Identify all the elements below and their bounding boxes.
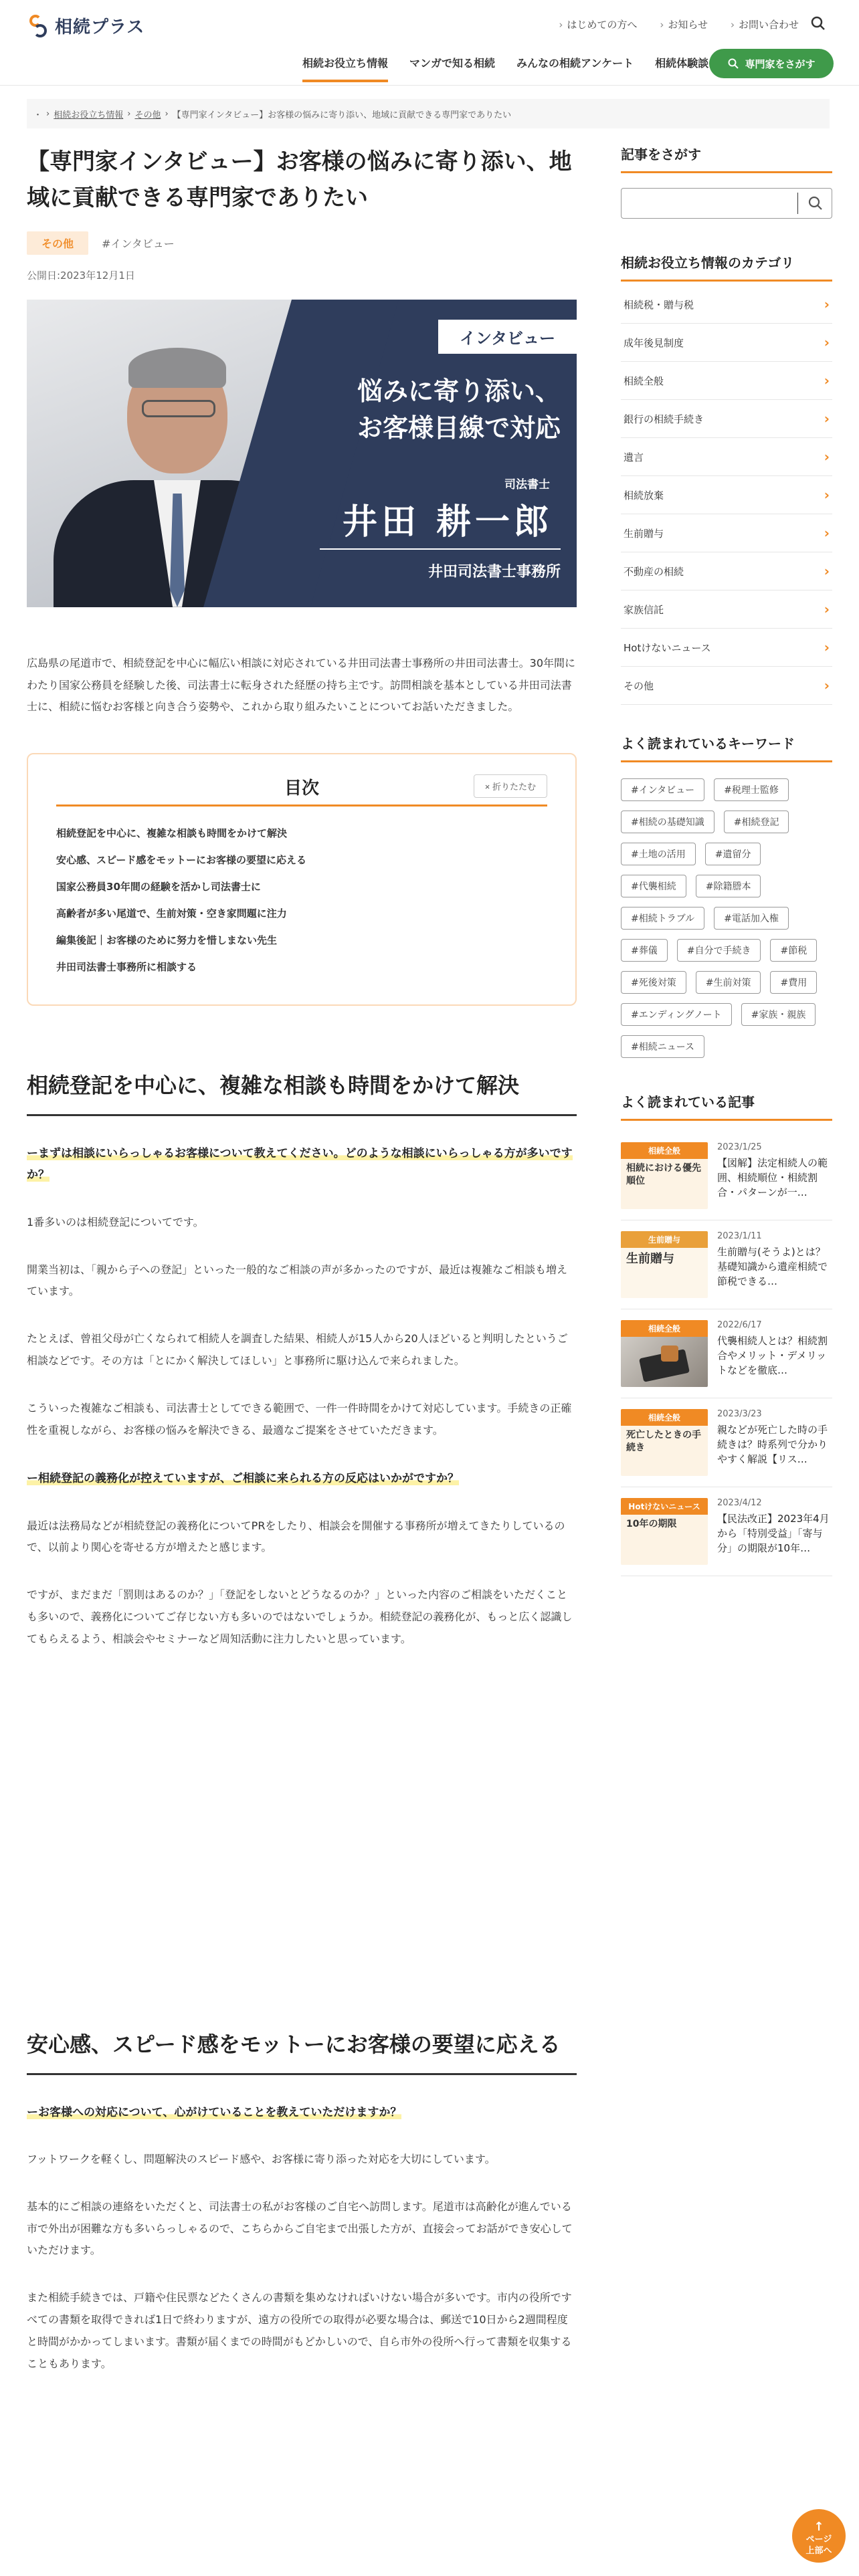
- sidebar-search-input[interactable]: [627, 190, 797, 217]
- breadcrumb-current: 【専門家インタビュー】お客様の悩みに寄り添い、地域に貢献できる専門家でありたい: [172, 110, 512, 120]
- category-item[interactable]: その他 ›: [621, 667, 832, 705]
- toc-item[interactable]: 高齢者が多い尾道で、生前対策・空き家問題に注力: [56, 907, 287, 920]
- breadcrumb-useful-info[interactable]: 相続お役立ち情報: [54, 110, 124, 120]
- category-item[interactable]: 成年後見制度 ›: [621, 324, 832, 362]
- chevron-right-icon: ›: [165, 108, 169, 119]
- keyword-tag[interactable]: #エンディングノート: [621, 1003, 732, 1026]
- article-date: 2022/6/17: [717, 1320, 762, 1330]
- category-item[interactable]: 生前贈与 ›: [621, 514, 832, 552]
- keyword-tag[interactable]: #費用: [770, 971, 817, 994]
- paragraph: また相続手続きでは、戸籍や住民票などたくさんの書類を集めなければいけない場合が多いです。市内の役所ですべての書類を取得できれば1日で終わりますが、遠方の役所での取得が必要な場合は、郵送で10日から2週間程度と時間がかかってしまいます。書類が届くまでの時間がもどかしいので、自ら市外の役所へ行って書類を収集することもあります。: [27, 2291, 572, 2370]
- sidebar-search-heading: 記事をさがす: [621, 144, 832, 173]
- breadcrumb-home[interactable]: ・: [33, 110, 43, 120]
- page-top-button[interactable]: ↑ ページ 上部へ: [792, 2509, 846, 2563]
- utility-nav: [559, 17, 799, 31]
- paragraph: ですが、まだまだ「罰則はあるのか？」「登記をしないとどうなるのか？」といった内容のご相談をいただくことも多いので、義務化についてご存じない方も多いのではないでしょうか。相続登記の義務化が、もっと広く認識してもらえるよう、相談会やセミナーなど周知活動に注力したいと思っています。: [27, 1588, 573, 1645]
- chevron-right-icon: ›: [660, 19, 664, 31]
- util-link-beginners[interactable]: › はじめての方へ: [559, 19, 638, 31]
- sidebar-keyword-heading: よく読まれているキーワード: [621, 733, 832, 762]
- article-thumbnail: 生前贈与 生前贈与: [621, 1231, 708, 1298]
- keyword-tag[interactable]: #葬儀: [621, 939, 668, 962]
- article-title: 【民法改正】2023年4月から「特別受益」「寄与分」の期限が10年…: [717, 1513, 830, 1554]
- breadcrumb: [27, 99, 830, 128]
- keyword-tag[interactable]: #相続ニュース: [621, 1035, 704, 1058]
- keyword-tag[interactable]: #自分で手続き: [677, 939, 761, 962]
- category-badge[interactable]: その他: [27, 231, 88, 255]
- paragraph: 開業当初は、「親から子への登記」といった一般的なご相談の声が多かったのですが、最近は複雑なご相談も増えています。: [27, 1263, 568, 1298]
- keyword-tag[interactable]: #電話加入権: [714, 907, 789, 930]
- nav-manga[interactable]: マンガで知る相続: [409, 57, 496, 70]
- popular-article[interactable]: [621, 1487, 832, 1576]
- article-date: 2023/4/12: [717, 1498, 762, 1508]
- site-header: [0, 0, 859, 86]
- keyword-tag[interactable]: #節税: [770, 939, 817, 962]
- keyword-tag[interactable]: #遺留分: [705, 843, 761, 865]
- chevron-right-icon: ›: [824, 563, 830, 579]
- nav-survey[interactable]: みんなの相続アンケート: [516, 57, 634, 70]
- category-item[interactable]: 銀行の相続手続き ›: [621, 400, 832, 438]
- category-item[interactable]: Hotけないニュース ›: [621, 629, 832, 667]
- section-heading: 安心感、スピード感をモットーにお客様の要望に応える: [27, 2028, 577, 2075]
- article-title: 親などが死亡した時の手続きは？時系列で分かりやすく解説【リス…: [717, 1424, 828, 1465]
- article-thumbnail: 相続全般 死亡したときの手続き: [621, 1409, 708, 1476]
- hero-label: インタビュー: [438, 320, 577, 354]
- content-spacer: [27, 1650, 577, 1965]
- article-thumbnail: Hotけないニュース 10年の期限: [621, 1498, 708, 1565]
- chevron-right-icon: ›: [824, 334, 830, 350]
- article-title: 【図解】法定相続人の範囲、相続順位・相続割合・パターンが一…: [717, 1157, 828, 1198]
- search-icon[interactable]: [805, 193, 826, 214]
- category-item[interactable]: 相続全般 ›: [621, 362, 832, 400]
- sidebar-category-heading: 相続お役立ち情報のカテゴリ: [621, 252, 832, 282]
- category-item[interactable]: 遺言 ›: [621, 438, 832, 476]
- article-meta: [27, 231, 577, 255]
- keyword-tag[interactable]: #相続トラブル: [621, 907, 704, 930]
- main-nav: [292, 47, 719, 82]
- category-item[interactable]: 不動産の相続 ›: [621, 552, 832, 591]
- chevron-right-icon: ›: [730, 19, 735, 31]
- keyword-tag[interactable]: #除籍謄本: [696, 875, 761, 897]
- chevron-right-icon: ›: [824, 677, 830, 693]
- toc-title: 目次: [284, 778, 319, 799]
- keyword-tag[interactable]: #税理士監修: [714, 778, 789, 801]
- toc-item[interactable]: 国家公務員30年間の経験を活かし司法書士に: [56, 881, 261, 893]
- popular-article-list: [621, 1132, 832, 1576]
- chevron-right-icon: ›: [824, 296, 830, 312]
- table-of-contents: [27, 753, 577, 1006]
- keyword-tag[interactable]: #相続の基礎知識: [621, 811, 714, 833]
- toc-item[interactable]: 編集後記｜お客様のために努力を惜しまない先生: [56, 934, 278, 947]
- popular-article[interactable]: [621, 1309, 832, 1398]
- nav-experiences[interactable]: 相続体験談: [655, 57, 709, 70]
- header-search-icon[interactable]: [809, 15, 827, 32]
- keyword-tag[interactable]: #家族・親族: [741, 1003, 816, 1026]
- site-logo[interactable]: [27, 13, 145, 38]
- publish-date: 公開日:2023年12月1日: [27, 269, 135, 282]
- find-expert-button[interactable]: 専門家をさがす: [709, 49, 834, 78]
- page-title: 【専門家インタビュー】お客様の悩みに寄り添い、地域に貢献できる専門家でありたい: [27, 148, 572, 212]
- paragraph: 基本的にご相談の連絡をいただくと、司法書士の私がお客様のご自宅へ訪問します。尾道市は高齢化が進んでいる市で外出が困難な方も多いらっしゃるので、こちらからご自宅まで出張した方が、直接会ってお話ができ安心していただけます。: [27, 2199, 573, 2257]
- popular-article[interactable]: [621, 1398, 832, 1487]
- keyword-tag[interactable]: #相続登記: [724, 811, 789, 833]
- sidebar-popular-heading: よく読まれている記事: [621, 1091, 832, 1121]
- keyword-tag[interactable]: #死後対策: [621, 971, 686, 994]
- keyword-list: [621, 778, 832, 1058]
- keyword-tag[interactable]: #土地の活用: [621, 843, 696, 865]
- chevron-right-icon: ›: [824, 372, 830, 389]
- logo-text: 相続プラス: [55, 17, 145, 37]
- article-thumbnail: 相続全般: [621, 1320, 708, 1387]
- chevron-right-icon: ›: [824, 487, 830, 503]
- chevron-right-icon: ›: [824, 411, 830, 427]
- interview-question: ーお客様への対応について、心がけていることを教えていただけますか？: [27, 2105, 402, 2119]
- paragraph: こういった複雑なご相談も、司法書士としてできる範囲で、一件一件時間をかけて対応しています。手続きの正確性を重視しながら、お客様の悩みを解決できる、最適なご提案をさせていただきます。: [27, 1401, 572, 1436]
- keyword-tag[interactable]: #インタビュー: [621, 778, 704, 801]
- sidebar-search-box[interactable]: [621, 188, 832, 219]
- keyword-tag[interactable]: #生前対策: [696, 971, 761, 994]
- category-item[interactable]: 相続税・贈与税 ›: [621, 286, 832, 324]
- paragraph: 最近は法務局などが相続登記の義務化についてPRをしたり、相談会を開催する事務所が増えてきたりしているので、以前より関心を寄せる方が増えたと感じます。: [27, 1519, 565, 1554]
- keyword-tag[interactable]: #代襲相続: [621, 875, 686, 897]
- article-date: 2023/3/23: [717, 1409, 762, 1419]
- article-title: 代襲相続人とは？相続割合やメリット・デメリットなどを徹底…: [717, 1335, 828, 1376]
- category-item[interactable]: 相続放棄 ›: [621, 476, 832, 514]
- lead-paragraph: 広島県の尾道市で、相続登記を中心に幅広い相談に対応されている井田司法書士事務所の井田司法書士。30年間にわたり国家公務員を経験した後、司法書士に転身された経歴の持ち主です。訪問相談を基本としている井田司法書士に、相続に悩むお客様と向き合う姿勢や、これから取り組みたいことについてお話いただきました。: [27, 656, 576, 714]
- chevron-right-icon: ›: [824, 639, 830, 655]
- article-thumbnail: 相続全般 相続における優先順位: [621, 1142, 708, 1209]
- article-date: 2023/1/25: [717, 1142, 762, 1152]
- toc-item[interactable]: 安心感、スピード感をモットーにお客様の要望に応える: [56, 854, 306, 867]
- paragraph: 1番多いのは相続登記についてです。: [27, 1215, 204, 1228]
- toc-list: [56, 820, 547, 980]
- chevron-right-icon: ›: [127, 108, 131, 119]
- hero-image: [27, 300, 577, 607]
- chevron-right-icon: ›: [824, 525, 830, 541]
- chevron-right-icon: ›: [824, 601, 830, 617]
- hero-name: 井田 耕一郎: [342, 502, 553, 542]
- toc-item[interactable]: 相続登記を中心に、複雑な相談も時間をかけて解決: [56, 827, 288, 840]
- hero-catchphrase: 悩みに寄り添い、 お客様目線で対応: [357, 376, 561, 443]
- category-item[interactable]: 家族信託 ›: [621, 591, 832, 629]
- hero-role: 司法書士: [504, 477, 550, 492]
- article-tag[interactable]: #インタビュー: [102, 237, 175, 250]
- arrow-up-icon: ↑: [814, 2520, 824, 2534]
- search-icon: [727, 58, 739, 70]
- toc-fold-button[interactable]: × 折りたたむ: [474, 774, 547, 798]
- paragraph: フットワークを軽くし、問題解決のスピード感や、お客様に寄り添った対応を大切にしています。: [27, 2152, 496, 2165]
- category-list: [621, 286, 832, 705]
- toc-item[interactable]: 井田司法書士事務所に相談する: [56, 961, 197, 974]
- util-link-news[interactable]: › お知らせ: [660, 19, 708, 31]
- nav-useful-info[interactable]: 相続お役立ち情報: [292, 47, 399, 82]
- sidebar: [621, 144, 832, 1576]
- article-main: [27, 144, 577, 2375]
- breadcrumb-other[interactable]: その他: [134, 110, 161, 120]
- interview-question: ー相続登記の義務化が控えていますが、ご相談に来られる方の反応はいかがですか？: [27, 1472, 459, 1486]
- util-link-contact[interactable]: › お問い合わせ: [730, 19, 799, 31]
- chevron-right-icon: ›: [824, 449, 830, 465]
- popular-article[interactable]: [621, 1132, 832, 1220]
- hero-office: 井田司法書士事務所: [427, 563, 561, 580]
- paragraph: たとえば、曾祖父母が亡くなられて相続人を調査した結果、相続人が15人から20人ほどいると判明したというご相談などです。その方は「とにかく解決してほしい」と事務所に駆け込んで来られました。: [27, 1332, 568, 1367]
- chevron-right-icon: ›: [46, 108, 50, 119]
- article-title: 生前贈与(そうよ)とは？基礎知識から遺産相続で節税できる…: [717, 1246, 828, 1287]
- popular-article[interactable]: [621, 1220, 832, 1309]
- chevron-right-icon: ›: [559, 19, 563, 31]
- article-date: 2023/1/11: [717, 1231, 762, 1241]
- interview-question: ーまずは相談にいらっしゃるお客様について教えてください。どのような相談にいらっしゃる方が多いですか？: [27, 1147, 573, 1182]
- section-heading: 相続登記を中心に、複雑な相談も時間をかけて解決: [27, 1069, 577, 1116]
- logo-mark-icon: [27, 15, 50, 37]
